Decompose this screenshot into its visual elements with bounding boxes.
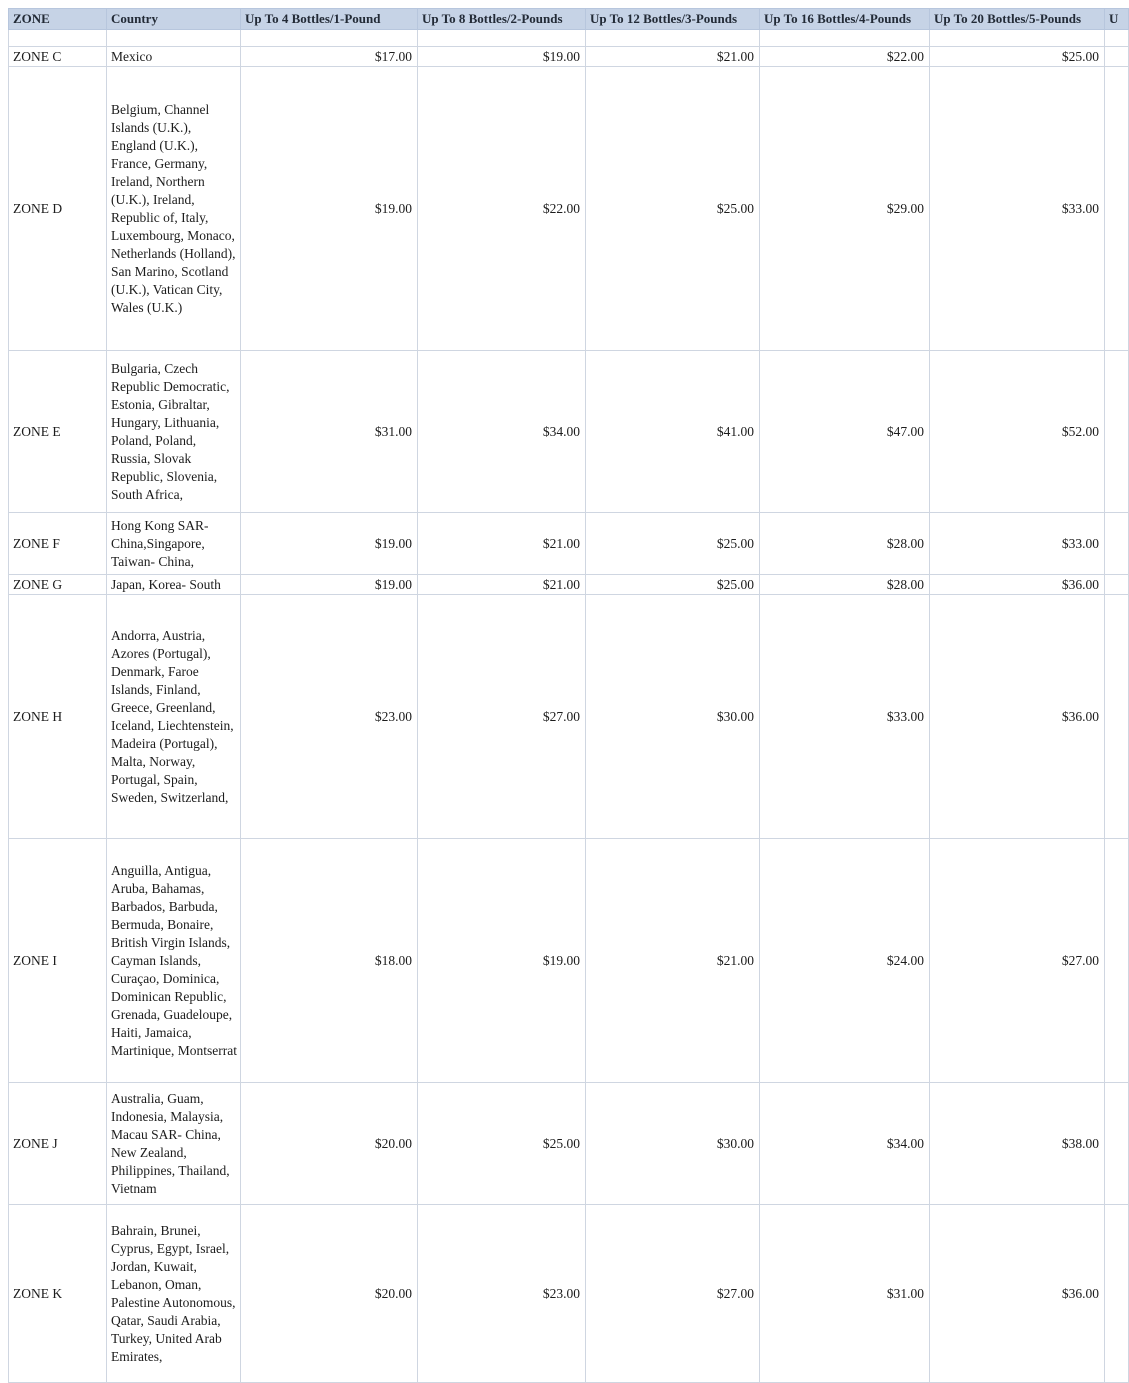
table-row [9, 67, 1129, 351]
country-cell[interactable]: Australia, Guam, Indonesia, Malaysia, Macau SAR- China, New Zealand, Philippines, Thailand, Vietnam [107, 1083, 241, 1205]
price-cell[interactable]: $20.00 [241, 1083, 418, 1205]
price-cell[interactable]: $33.00 [760, 595, 930, 839]
price-cell[interactable]: $41.00 [586, 351, 760, 513]
price-cell[interactable]: $36.00 [930, 575, 1105, 595]
price-cell[interactable]: $25.00 [930, 47, 1105, 67]
price-cell[interactable]: $34.00 [760, 1083, 930, 1205]
header-country[interactable]: Country [107, 9, 241, 30]
price-cell[interactable]: $52.00 [930, 351, 1105, 513]
empty-cell[interactable] [760, 30, 930, 47]
zone-cell[interactable]: ZONE D [9, 67, 107, 351]
price-cell[interactable]: $27.00 [418, 595, 586, 839]
price-cell[interactable]: $36.00 [930, 1205, 1105, 1383]
truncated-cell[interactable] [1105, 513, 1129, 575]
truncated-cell[interactable] [1105, 595, 1129, 839]
table-row [9, 1205, 1129, 1383]
price-cell[interactable]: $47.00 [760, 351, 930, 513]
price-cell[interactable]: $19.00 [418, 47, 586, 67]
price-cell[interactable]: $34.00 [418, 351, 586, 513]
price-cell[interactable]: $31.00 [241, 351, 418, 513]
zone-cell[interactable]: ZONE E [9, 351, 107, 513]
table-row [9, 351, 1129, 513]
empty-cell[interactable] [107, 30, 241, 47]
header-row [9, 9, 1129, 30]
header-up-to-12-bottles[interactable]: Up To 12 Bottles/3-Pounds [586, 9, 760, 30]
price-cell[interactable]: $24.00 [760, 839, 930, 1083]
price-cell[interactable]: $21.00 [418, 513, 586, 575]
truncated-cell[interactable] [1105, 1205, 1129, 1383]
table-row [9, 47, 1129, 67]
price-cell[interactable]: $23.00 [241, 595, 418, 839]
table-row [9, 513, 1129, 575]
price-cell[interactable]: $33.00 [930, 67, 1105, 351]
header-zone[interactable]: ZONE [9, 9, 107, 30]
price-cell[interactable]: $31.00 [760, 1205, 930, 1383]
zone-cell[interactable]: ZONE F [9, 513, 107, 575]
price-cell[interactable]: $19.00 [418, 839, 586, 1083]
price-cell[interactable]: $38.00 [930, 1083, 1105, 1205]
price-cell[interactable]: $22.00 [760, 47, 930, 67]
price-cell[interactable]: $19.00 [241, 67, 418, 351]
country-cell[interactable]: Belgium, Channel Islands (U.K.), England (U.K.), France, Germany, Ireland, Northern (U.K.), Ireland, Republic of, Italy, Luxembourg, Monaco, Netherlands (Holland), San Marino, Scotland (U.K.), Vatican City, Wales (U.K.) [107, 67, 241, 351]
price-cell[interactable]: $18.00 [241, 839, 418, 1083]
zone-cell[interactable]: ZONE I [9, 839, 107, 1083]
empty-cell[interactable] [418, 30, 586, 47]
price-cell[interactable]: $25.00 [586, 575, 760, 595]
price-cell[interactable]: $25.00 [586, 513, 760, 575]
header-up-to-20-bottles[interactable]: Up To 20 Bottles/5-Pounds [930, 9, 1105, 30]
zone-cell[interactable]: ZONE K [9, 1205, 107, 1383]
empty-cell[interactable] [9, 30, 107, 47]
country-cell[interactable]: Japan, Korea- South [107, 575, 241, 595]
price-cell[interactable]: $30.00 [586, 1083, 760, 1205]
country-cell[interactable]: Andorra, Austria, Azores (Portugal), Denmark, Faroe Islands, Finland, Greece, Greenland, Iceland, Liechtenstein, Madeira (Portugal), Malta, Norway, Portugal, Spain, Sweden, Switzerland, [107, 595, 241, 839]
header-truncated[interactable]: U [1105, 9, 1129, 30]
price-cell[interactable]: $22.00 [418, 67, 586, 351]
zone-cell[interactable]: ZONE H [9, 595, 107, 839]
price-cell[interactable]: $28.00 [760, 513, 930, 575]
price-cell[interactable]: $21.00 [418, 575, 586, 595]
empty-cell[interactable] [930, 30, 1105, 47]
price-cell[interactable]: $27.00 [586, 1205, 760, 1383]
table-row [9, 575, 1129, 595]
empty-cell[interactable] [586, 30, 760, 47]
shipping-rates-table [8, 8, 1129, 1383]
price-cell[interactable]: $17.00 [241, 47, 418, 67]
table-row [9, 1083, 1129, 1205]
price-cell[interactable]: $29.00 [760, 67, 930, 351]
header-up-to-8-bottles[interactable]: Up To 8 Bottles/2-Pounds [418, 9, 586, 30]
country-cell[interactable]: Mexico [107, 47, 241, 67]
empty-row [9, 30, 1129, 47]
price-cell[interactable]: $36.00 [930, 595, 1105, 839]
header-up-to-4-bottles[interactable]: Up To 4 Bottles/1-Pound [241, 9, 418, 30]
price-cell[interactable]: $23.00 [418, 1205, 586, 1383]
zone-cell[interactable]: ZONE J [9, 1083, 107, 1205]
zone-cell[interactable]: ZONE G [9, 575, 107, 595]
country-cell[interactable]: Bahrain, Brunei, Cyprus, Egypt, Israel, Jordan, Kuwait, Lebanon, Oman, Palestine Autonomous, Qatar, Saudi Arabia, Turkey, United Arab Emirates, [107, 1205, 241, 1383]
truncated-cell[interactable] [1105, 67, 1129, 351]
truncated-cell[interactable] [1105, 47, 1129, 67]
table-row [9, 595, 1129, 839]
price-cell[interactable]: $27.00 [930, 839, 1105, 1083]
empty-cell[interactable] [1105, 30, 1129, 47]
price-cell[interactable]: $28.00 [760, 575, 930, 595]
truncated-cell[interactable] [1105, 351, 1129, 513]
price-cell[interactable]: $21.00 [586, 839, 760, 1083]
empty-cell[interactable] [241, 30, 418, 47]
header-up-to-16-bottles[interactable]: Up To 16 Bottles/4-Pounds [760, 9, 930, 30]
price-cell[interactable]: $19.00 [241, 513, 418, 575]
price-cell[interactable]: $20.00 [241, 1205, 418, 1383]
country-cell[interactable]: Anguilla, Antigua, Aruba, Bahamas, Barbados, Barbuda, Bermuda, Bonaire, British Virgin Islands, Cayman Islands, Curaçao, Dominica, Dominican Republic, Grenada, Guadeloupe, Haiti, Jamaica, Martinique, Montserrat [107, 839, 241, 1083]
price-cell[interactable]: $30.00 [586, 595, 760, 839]
price-cell[interactable]: $25.00 [586, 67, 760, 351]
country-cell[interactable]: Bulgaria, Czech Republic Democratic, Estonia, Gibraltar, Hungary, Lithuania, Poland, Poland, Russia, Slovak Republic, Slovenia, South Africa, [107, 351, 241, 513]
price-cell[interactable]: $21.00 [586, 47, 760, 67]
country-cell[interactable]: Hong Kong SAR- China,Singapore, Taiwan- China, [107, 513, 241, 575]
price-cell[interactable]: $33.00 [930, 513, 1105, 575]
table-row [9, 839, 1129, 1083]
truncated-cell[interactable] [1105, 575, 1129, 595]
price-cell[interactable]: $19.00 [241, 575, 418, 595]
truncated-cell[interactable] [1105, 1083, 1129, 1205]
price-cell[interactable]: $25.00 [418, 1083, 586, 1205]
zone-cell[interactable]: ZONE C [9, 47, 107, 67]
truncated-cell[interactable] [1105, 839, 1129, 1083]
